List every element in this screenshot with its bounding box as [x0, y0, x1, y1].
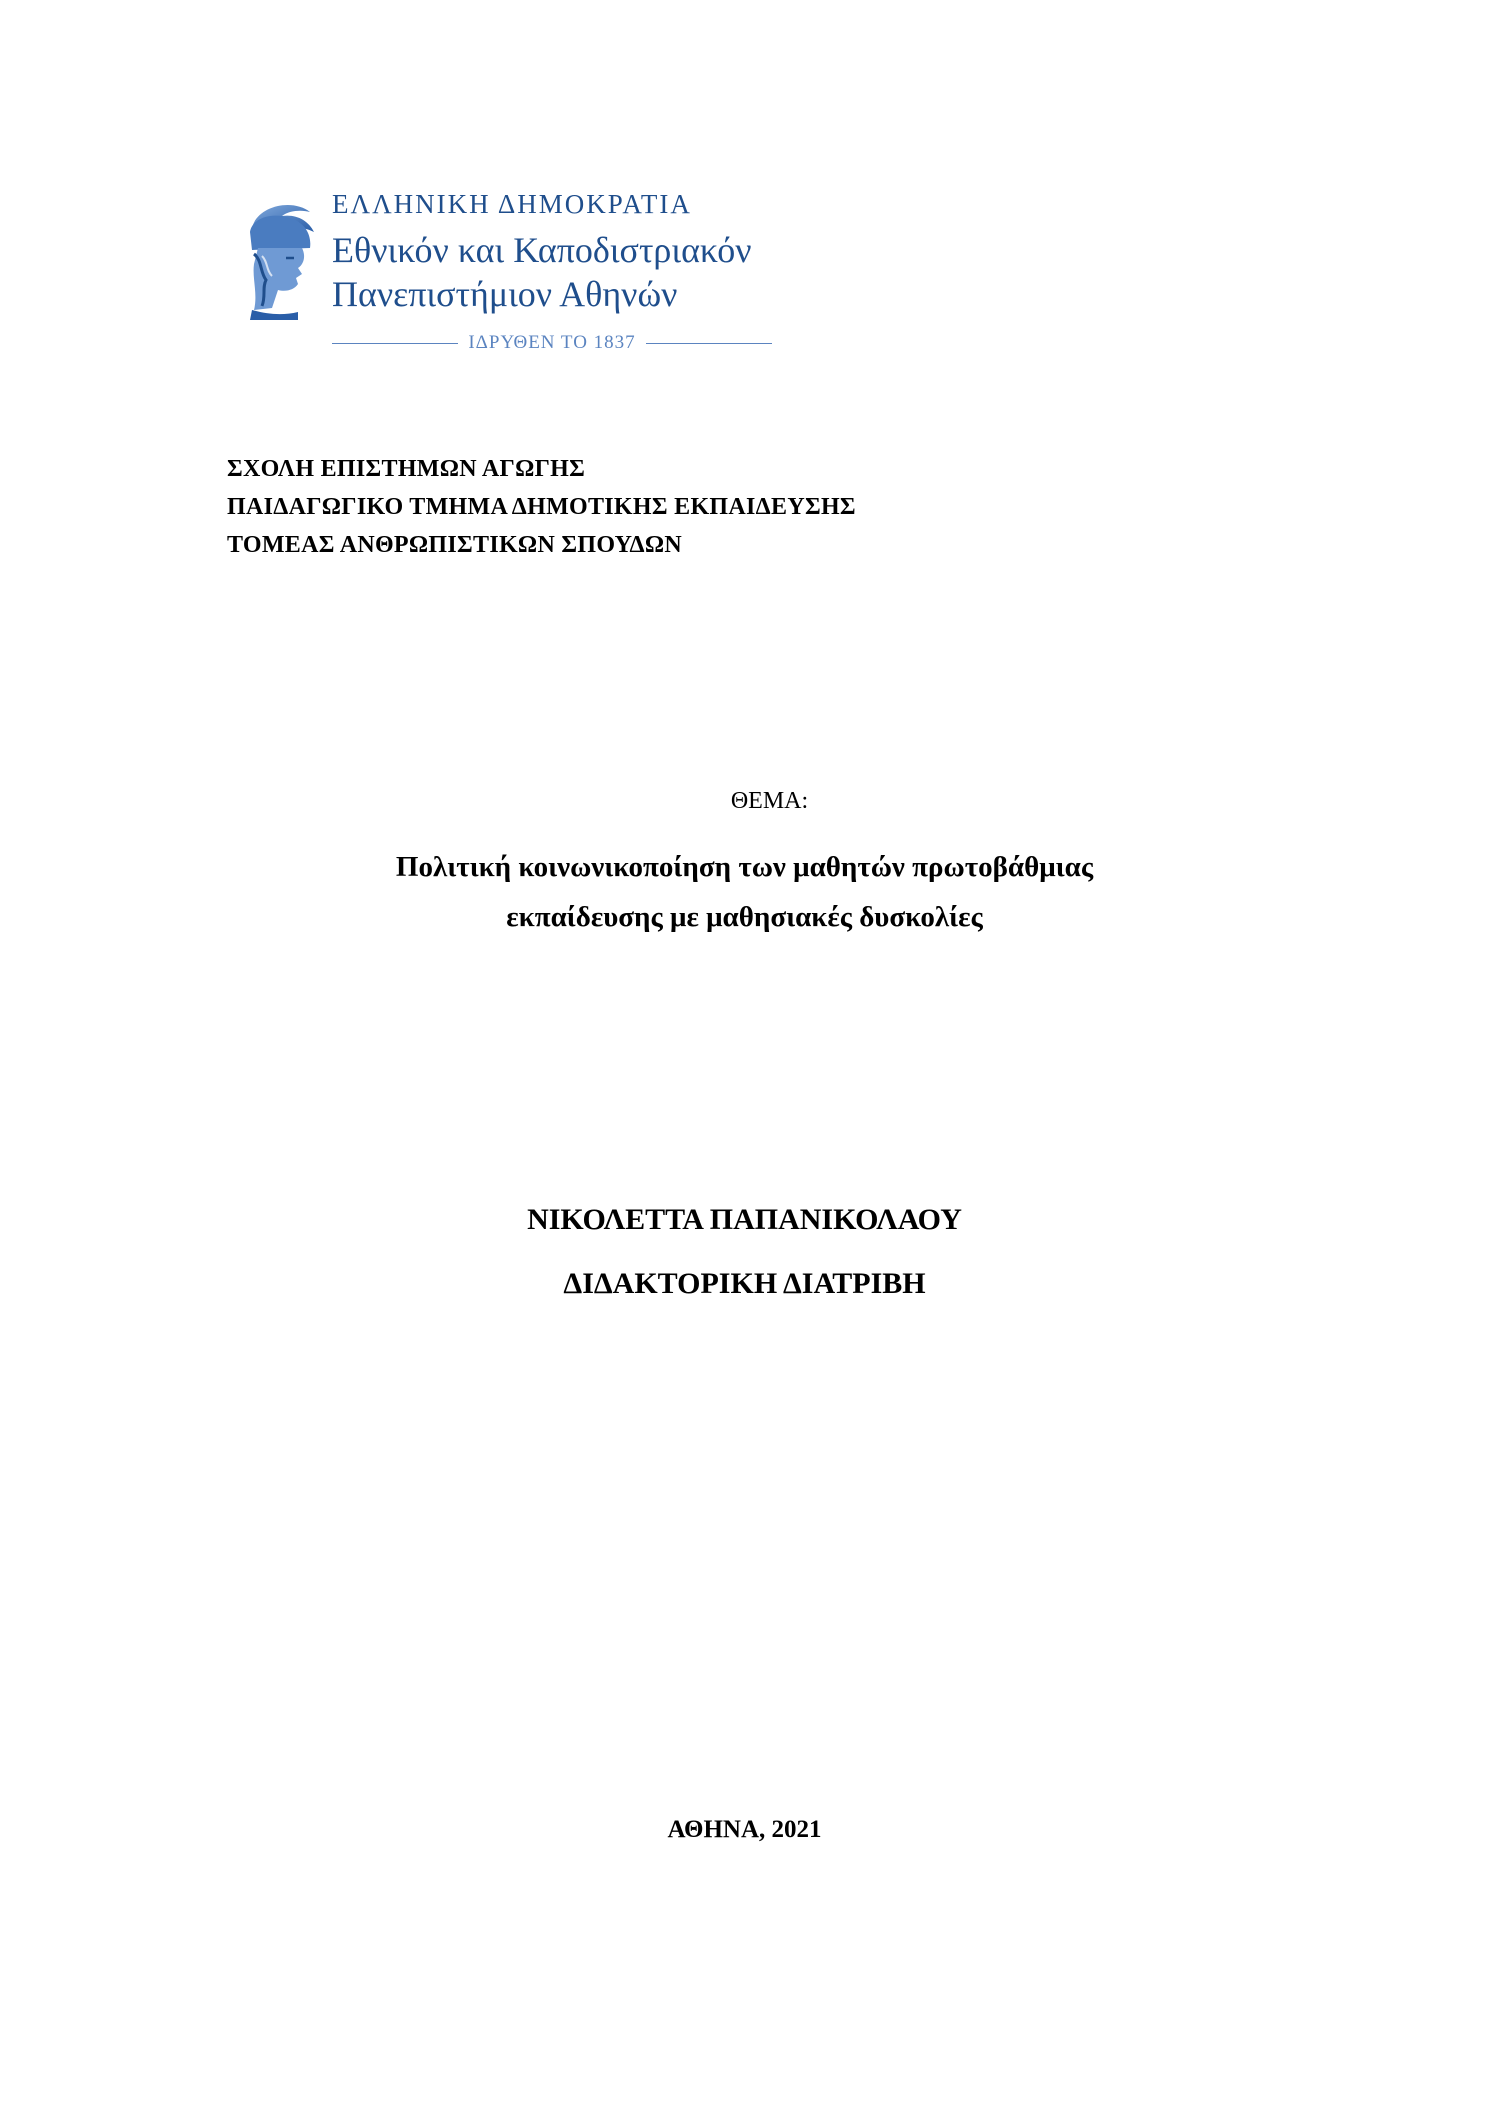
thesis-title-line2: εκπαίδευσης με μαθησιακές δυσκολίες	[506, 901, 983, 933]
department-block	[227, 450, 1327, 564]
university-logo	[232, 188, 872, 358]
logo-founded-line	[332, 328, 772, 358]
school-name: ΣΧΟΛΗ ΕΠΙΣΤΗΜΩΝ ΑΓΩΓΗΣ	[227, 456, 586, 482]
city-year: ΑΘΗΝΑ, 2021	[667, 1816, 822, 1843]
founded-rule-left	[332, 343, 458, 344]
university-name	[332, 188, 892, 316]
document-type: ΔΙΔΑΚΤΟΡΙΚΗ ΔΙΑΤΡΙΒΗ	[563, 1267, 926, 1300]
thesis-title	[0, 842, 1489, 942]
founded-rule-right	[646, 343, 772, 344]
department-name: ΠΑΙΔΑΓΩΓΙΚΟ ΤΜΗΜΑ ΔΗΜΟΤΙΚΗΣ ΕΚΠΑΙΔΕΥΣΗΣ	[227, 494, 856, 520]
logo-university-line2: Πανεπιστήμιον Αθηνών	[332, 274, 678, 314]
founded-text: ΙΔΡΥΘΕΝ ΤΟ 1837	[468, 332, 636, 353]
theme-label: ΘΕΜΑ:	[730, 788, 809, 814]
athena-head-seal-icon	[232, 198, 324, 322]
thesis-title-line1: Πολιτική κοινωνικοποίηση των μαθητών πρωτοβάθμιας	[395, 851, 1094, 883]
logo-university-line1: Εθνικόν και Καποδιστριακόν	[332, 230, 752, 270]
author-name: ΝΙΚΟΛΕΤΤΑ ΠΑΠΑΝΙΚΟΛΑΟΥ	[527, 1203, 962, 1236]
author-block	[0, 1188, 1489, 1316]
logo-country-line: ΕΛΛΗΝΙΚΗ ΔΗΜΟΚΡΑΤΙΑ	[332, 189, 692, 219]
section-name: ΤΟΜΕΑΣ ΑΝΘΡΩΠΙΣΤΙΚΩΝ ΣΠΟΥΔΩΝ	[227, 532, 683, 558]
